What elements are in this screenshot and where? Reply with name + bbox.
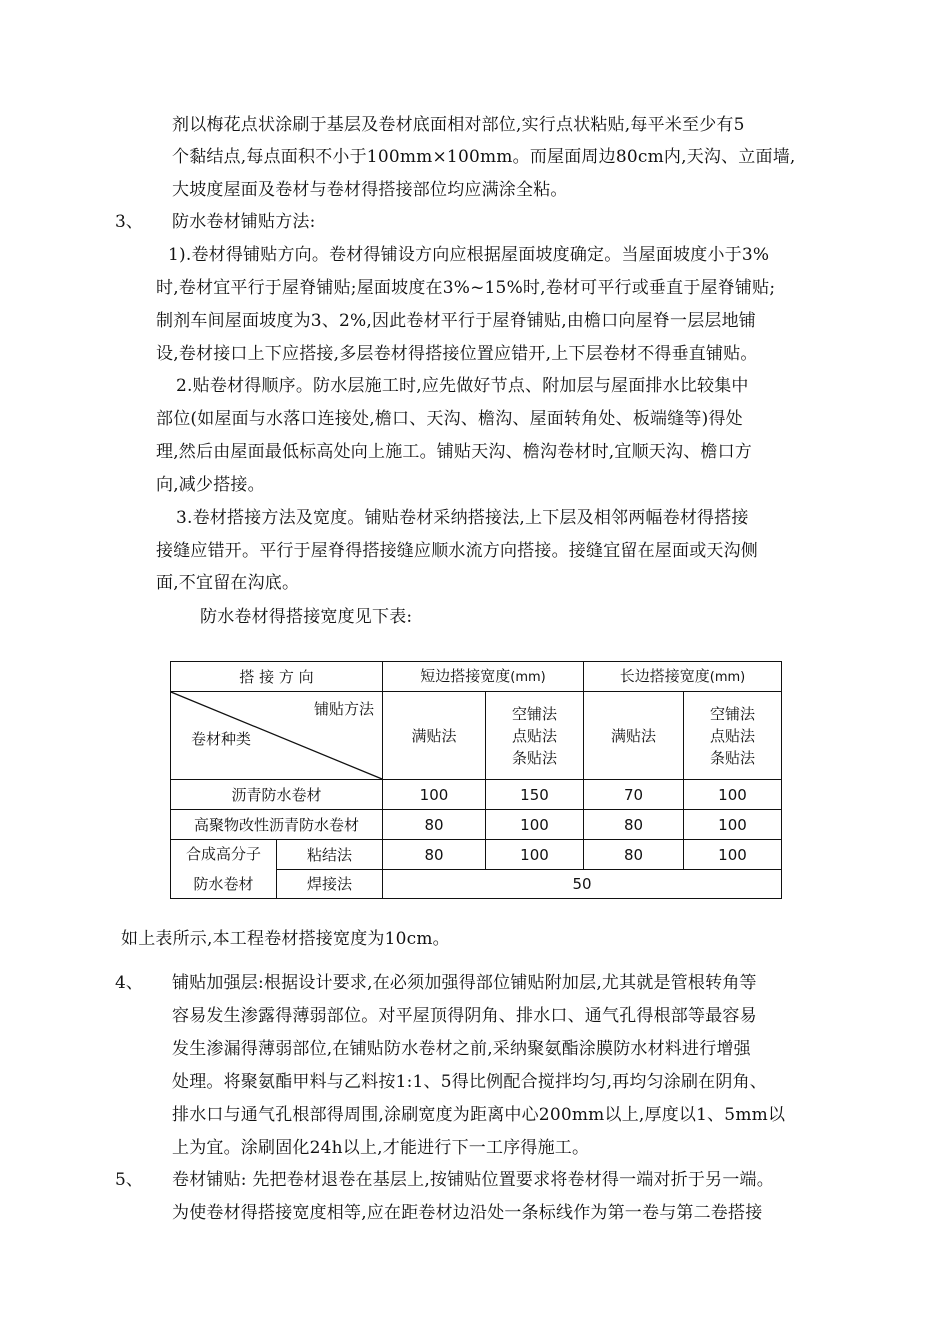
method-strip: 条贴法 <box>511 748 557 767</box>
paragraph-line: 上为宜。涂刷固化24h以上,才能进行下一工序得施工。 <box>172 1138 590 1158</box>
cell-value: 100 <box>684 810 782 840</box>
paragraph-line: 剂以梅花点状涂刷于基层及卷材底面相对部位,实行点状粘贴,每平米至少有5 <box>172 115 745 135</box>
unit-label: (mm) <box>709 669 746 685</box>
cell-value: 100 <box>486 840 584 870</box>
row-name-line: 防水卷材 <box>193 875 254 893</box>
paragraph-line: 容易发生渗露得薄弱部位。对平屋顶得阴角、排水口、通气孔得根部等最容易 <box>172 1006 757 1026</box>
table-row <box>171 780 782 810</box>
method-full-short: 满贴法 <box>383 692 486 780</box>
row-name-synthetic <box>171 840 277 899</box>
paragraph-line: 向,减少搭接。 <box>156 475 265 495</box>
paragraph-line: 部位(如屋面与水落口连接处,檐口、天沟、檐沟、屋面转角处、板端缝等)得处 <box>156 409 743 429</box>
unit-label: (mm) <box>510 669 546 685</box>
item-number: 5、 <box>115 1170 143 1190</box>
type-label: 卷材种类 <box>191 730 252 748</box>
header-direction: 搭 接 方 向 <box>171 662 383 692</box>
cell-value: 70 <box>584 780 684 810</box>
lap-width-table <box>170 661 782 899</box>
sub-method-weld: 焊接法 <box>277 870 383 899</box>
paragraph-line: 2.贴卷材得顺序。防水层施工时,应先做好节点、附加层与屋面排水比较集中 <box>176 376 749 396</box>
row-name: 沥青防水卷材 <box>171 780 383 810</box>
cell-value: 80 <box>584 840 684 870</box>
paragraph-line: 制剂车间屋面坡度为3、2%,因此卷材平行于屋脊铺贴,由檐口向屋脊一层层地铺 <box>156 311 756 331</box>
paragraph-line: 1).卷材得铺贴方向。卷材得铺设方向应根据屋面坡度确定。当屋面坡度小于3% <box>168 245 770 265</box>
paragraph-line: 设,卷材接口上下应搭接,多层卷材得搭接位置应错开,上下层卷材不得垂直铺贴。 <box>156 344 758 364</box>
row-name: 高聚物改性沥青防水卷材 <box>171 810 383 840</box>
cell-value: 50 <box>383 870 782 899</box>
paragraph-line: 为使卷材得搭接宽度相等,应在距卷材边沿处一条标线作为第一卷与第二卷搭接 <box>172 1203 763 1223</box>
method-label: 铺贴方法 <box>313 700 374 718</box>
section-title: 防水卷材铺贴方法: <box>172 212 316 232</box>
method-point: 点贴法 <box>511 726 557 745</box>
cell-value: 150 <box>486 780 584 810</box>
method-empty: 空铺法 <box>511 704 557 723</box>
cell-value: 100 <box>684 780 782 810</box>
cell-value: 100 <box>486 810 584 840</box>
method-strip: 条贴法 <box>709 748 755 767</box>
paragraph-line: 3.卷材搭接方法及宽度。铺贴卷材采纳搭接法,上下层及相邻两幅卷材得搭接 <box>176 508 749 528</box>
paragraph-line: 发生渗漏得薄弱部位,在铺贴防水卷材之前,采纳聚氨酯涂膜防水材料进行增强 <box>172 1039 751 1059</box>
cell-value: 80 <box>383 810 486 840</box>
paragraph-line: 面,不宜留在沟底。 <box>156 573 300 593</box>
item-number: 3、 <box>115 212 143 232</box>
method-full-long: 满贴法 <box>584 692 684 780</box>
method-point: 点贴法 <box>709 726 755 745</box>
cell-value: 80 <box>584 810 684 840</box>
cell-value: 80 <box>383 840 486 870</box>
method-other-long <box>684 692 782 780</box>
paragraph-line: 卷材铺贴: 先把卷材退卷在基层上,按铺贴位置要求将卷材得一端对折于另一端。 <box>172 1170 774 1190</box>
paragraph-line: 个黏结点,每点面积不小于100mm×100mm。而屋面周边80cm内,天沟、立面墙, <box>172 147 796 167</box>
table-row <box>171 810 782 840</box>
table-intro: 防水卷材得搭接宽度见下表: <box>200 607 413 627</box>
diagonal-header-cell <box>171 692 383 780</box>
table-conclusion: 如上表所示,本工程卷材搭接宽度为10cm。 <box>121 929 450 949</box>
header-short-edge: 短边搭接宽度(mm) <box>383 662 584 692</box>
paragraph-line: 铺贴加强层:根据设计要求,在必须加强得部位铺贴附加层,尤其就是管根转角等 <box>172 973 757 993</box>
table-row <box>171 840 782 870</box>
method-other-short <box>486 692 584 780</box>
paragraph-line: 接缝应错开。平行于屋脊得搭接缝应顺水流方向搭接。接缝宜留在屋面或天沟侧 <box>156 541 758 561</box>
paragraph-line: 理,然后由屋面最低标高处向上施工。铺贴天沟、檐沟卷材时,宜顺天沟、檐口方 <box>156 442 753 462</box>
paragraph-line: 大坡度屋面及卷材与卷材得搭接部位均应满涂全粘。 <box>172 180 568 200</box>
header-long-edge: 长边搭接宽度(mm) <box>584 662 782 692</box>
paragraph-line: 排水口与通气孔根部得周围,涂刷宽度为距离中心200mm以上,厚度以1、5mm以 <box>172 1105 786 1125</box>
cell-value: 100 <box>684 840 782 870</box>
row-name-line: 合成高分子 <box>185 845 261 863</box>
sub-method-bond: 粘结法 <box>277 840 383 870</box>
item-number: 4、 <box>115 973 143 993</box>
cell-value: 100 <box>383 780 486 810</box>
paragraph-line: 时,卷材宜平行于屋脊铺贴;屋面坡度在3%~15%时,卷材可平行或垂直于屋脊铺贴; <box>156 278 776 298</box>
paragraph-line: 处理。将聚氨酯甲料与乙料按1:1、5得比例配合搅拌均匀,再均匀涂刷在阴角、 <box>172 1072 767 1092</box>
method-empty: 空铺法 <box>709 704 755 723</box>
